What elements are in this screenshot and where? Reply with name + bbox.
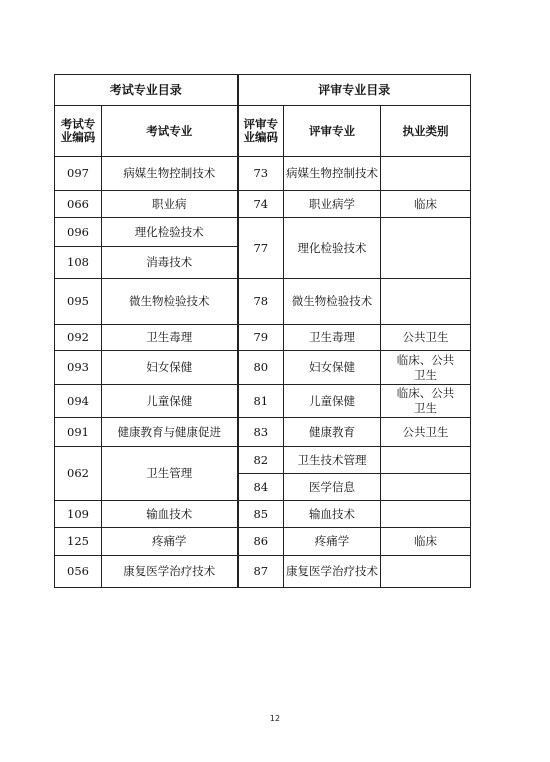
table-row [55,191,471,218]
practice-type-cell [381,474,471,501]
exam-code-header: 考试专业编码 [55,106,102,157]
practice-type-cell: 临床、公共卫生 [381,351,471,385]
review-major-cell: 妇女保健 [284,351,381,385]
exam-catalog-header: 考试专业目录 [55,75,238,106]
review-major-cell: 微生物检验技术 [284,279,381,325]
practice-type-header: 执业类别 [381,106,471,157]
practice-type-cell [381,157,471,191]
exam-major-cell: 病媒生物控制技术 [102,157,238,191]
exam-major-cell: 卫生毒理 [102,325,238,351]
review-code-cell: 74 [238,191,284,218]
review-major-cell: 康复医学治疗技术 [284,556,381,588]
page-number: 12 [269,714,281,723]
review-major-cell: 职业病学 [284,191,381,218]
table-row [55,418,471,447]
table-row [55,556,471,588]
exam-code-cell: 125 [55,528,102,556]
review-major-cell: 医学信息 [284,474,381,501]
column-header-row [55,106,471,157]
practice-type-cell [381,556,471,588]
exam-major-cell: 输血技术 [102,501,238,528]
table-row [55,279,471,325]
review-code-header: 评审专业编码 [238,106,284,157]
review-code-cell: 87 [238,556,284,588]
exam-major-header: 考试专业 [102,106,238,157]
review-code-cell: 83 [238,418,284,447]
exam-major-cell: 微生物检验技术 [102,279,238,325]
review-major-cell: 输血技术 [284,501,381,528]
review-code-cell: 78 [238,279,284,325]
table-row [55,157,471,191]
review-major-cell: 儿童保健 [284,385,381,418]
exam-code-cell: 056 [55,556,102,588]
review-major-cell: 疼痛学 [284,528,381,556]
exam-code-cell: 094 [55,385,102,418]
major-catalog-table [54,74,471,588]
group-header-row [55,75,471,106]
exam-code-cell: 108 [55,247,102,279]
practice-type-cell [381,447,471,474]
review-code-cell: 84 [238,474,284,501]
practice-type-cell: 临床、公共卫生 [381,385,471,418]
table-row [55,501,471,528]
review-code-cell: 85 [238,501,284,528]
review-code-cell: 82 [238,447,284,474]
review-code-cell: 86 [238,528,284,556]
practice-type-cell [381,501,471,528]
review-major-cell: 卫生技术管理 [284,447,381,474]
review-major-header: 评审专业 [284,106,381,157]
exam-major-cell: 康复医学治疗技术 [102,556,238,588]
practice-type-cell [381,218,471,279]
exam-major-cell: 疼痛学 [102,528,238,556]
table-row [55,447,471,474]
practice-type-cell [381,279,471,325]
review-code-cell: 80 [238,351,284,385]
table-row [55,351,471,385]
exam-code-cell: 092 [55,325,102,351]
exam-major-cell: 理化检验技术 [102,218,238,247]
table-row [55,385,471,418]
table-row [55,528,471,556]
review-code-cell: 79 [238,325,284,351]
practice-type-cell: 临床 [381,528,471,556]
exam-major-cell: 妇女保健 [102,351,238,385]
exam-major-cell: 儿童保健 [102,385,238,418]
exam-code-cell: 091 [55,418,102,447]
exam-code-cell: 066 [55,191,102,218]
exam-major-cell: 健康教育与健康促进 [102,418,238,447]
review-major-cell: 健康教育 [284,418,381,447]
exam-code-cell: 095 [55,279,102,325]
exam-code-cell: 093 [55,351,102,385]
exam-code-cell: 062 [55,447,102,501]
table-row [55,325,471,351]
exam-code-cell: 097 [55,157,102,191]
exam-major-cell: 卫生管理 [102,447,238,501]
practice-type-cell: 临床 [381,191,471,218]
review-catalog-header: 评审专业目录 [238,75,471,106]
practice-type-cell: 公共卫生 [381,418,471,447]
exam-major-cell: 消毒技术 [102,247,238,279]
exam-code-cell: 109 [55,501,102,528]
review-major-cell: 病媒生物控制技术 [284,157,381,191]
review-code-cell: 73 [238,157,284,191]
practice-type-cell: 公共卫生 [381,325,471,351]
table-row [55,218,471,247]
exam-code-cell: 096 [55,218,102,247]
review-major-cell: 理化检验技术 [284,218,381,279]
review-code-cell: 77 [238,218,284,279]
exam-major-cell: 职业病 [102,191,238,218]
review-major-cell: 卫生毒理 [284,325,381,351]
review-code-cell: 81 [238,385,284,418]
